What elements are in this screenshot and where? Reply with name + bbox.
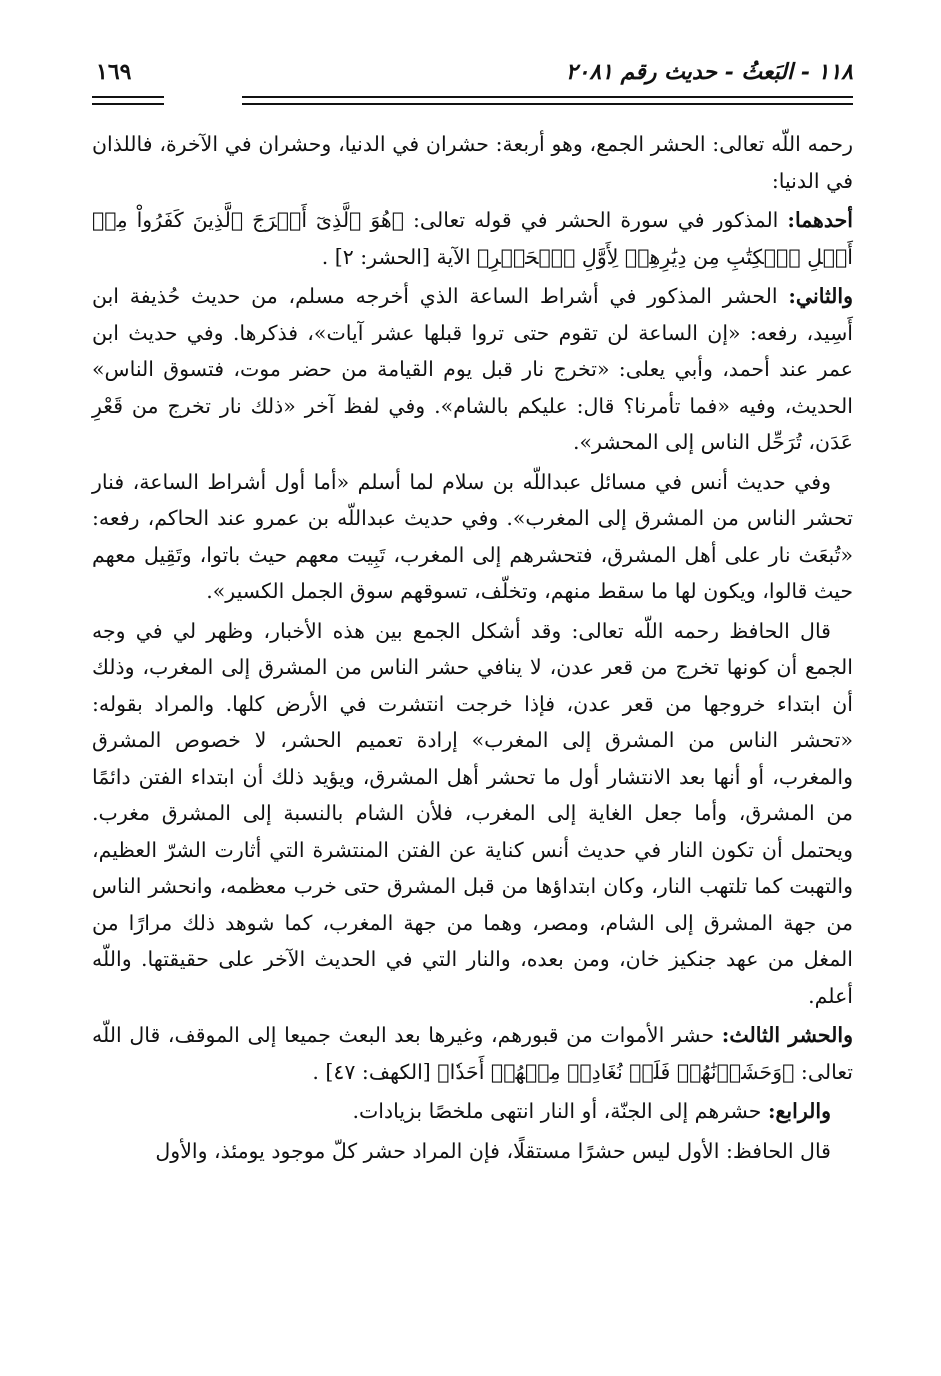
paragraph (92, 278, 853, 461)
paragraph-text: وفي حديث أنس في مسائل عبداللّه بن سلام لما أسلم «أما أول أشراط الساعة، فنار تحشر الناس من المشرق إلى المغرب». وفي حديث عبداللّه بن عمرو عند الحاكم، رفعه: «تُبعَث نار على أهل المشرق، فتحشرهم إلى المغرب، تَبِيت معهم حيث باتوا، وتَقِيل معهم حيث قالوا، ويكون لها ما سقط منهم، وتخلّف، تسوقهم سوق الجمل الكسير». (92, 469, 853, 603)
paragraph (92, 126, 853, 199)
paragraph (92, 1017, 853, 1090)
paragraph-label: أحدهما: (787, 208, 853, 232)
paragraph-text: حشر الأموات من قبورهم، وغيرها بعد البعث جميعا إلى الموقف، قال اللّه تعالى: ﴿وَحَشَرۡنَٰهُمۡ فَلَمۡ نُغَادِرۡ مِنۡهُمۡ أَحَدٗا﴾ [الكهف: ٤٧] . (92, 1023, 853, 1084)
header-rule-line (242, 103, 853, 105)
paragraph (92, 1093, 853, 1130)
paragraph-text: رحمه اللّه تعالى: الحشر الجمع، وهو أربعة: حشران في الدنيا، وحشران في الآخرة، فاللذان في الدنيا: (92, 132, 853, 193)
header-rule-line (92, 103, 164, 105)
paragraph-text: الحشر المذكور في أشراط الساعة الذي أخرجه مسلم، من حديث حُذيفة ابن أَسِيد، رفعه: «إن الساعة لن تقوم حتى تروا قبلها عشر آيات»، فذكرها. وفي حديث ابن عمر عند أحمد، وأبي يعلى: «تخرج نار قبل يوم القيامة من حضر موت، فتسوق الناس» الحديث، وفيه «فما تأمرنا؟ قال: عليكم بالشام». وفي لفظ آخر «ذلك نار تخرج من قَعْرِ عَدَن، تُرَحِّل الناس إلى المحشر». (92, 284, 853, 454)
page-number: ١٦٩ (96, 59, 132, 85)
paragraph (92, 1133, 853, 1170)
paragraph-label: والثاني: (788, 284, 853, 308)
header-rule-line (242, 96, 853, 98)
page-header (92, 52, 853, 92)
paragraph-label: والحشر الثالث: (721, 1023, 853, 1047)
header-rule (92, 96, 853, 110)
paragraph (92, 202, 853, 275)
paragraph-label: والرابع: (767, 1099, 831, 1123)
paragraph-text: قال الحافظ رحمه اللّه تعالى: وقد أشكل الجمع بين هذه الأخبار، وظهر لي في وجه الجمع أن كونها تخرج من قعر عدن، لا ينافي حشر الناس من المشرق إلى المغرب، وذلك أن ابتداء خروجها من قعر عدن، فإذا خرجت انتشرت في الأرض كلها. والمراد بقوله: «تحشر الناس من المشرق إلى المغرب» إرادة تعميم الحشر، لا خصوص المشرق والمغرب، أو أنها بعد الانتشار أول ما تحشر أهل المشرق، ويؤيد ذلك أن ابتداء الفتن دائمًا من المشرق، وأما جعل الغاية إلى المغرب، فلأن الشام بالنسبة إلى المشرق مغرب. ويحتمل أن تكون النار في حديث أنس كناية عن الفتن المنتشرة التي أثارت الشرّ العظيم، والتهبت كما تلتهب النار، وكان ابتداؤها من قبل المشرق حتى خرب معظمه، وانحشر الناس من جهة المشرق إلى الشام، ومصر، وهما من جهة المغرب، كما شوهد ذلك مرارًا من المغل من عهد جنكيز خان، ومن بعده، والنار التي في الحديث الآخر على حقيقتها. واللّه أعلم. (92, 618, 853, 1008)
chapter-title: ١١٨ - البَعثُ - حديث رقم ٢٠٨١ (565, 59, 853, 85)
body-text (92, 126, 853, 1169)
paragraph-text: المذكور في سورة الحشر في قوله تعالى: ﴿هُوَ ٱلَّذِىٓ أَخۡرَجَ ٱلَّذِينَ كَفَرُواْ مِنۡ أَهۡلِ ٱلۡكِتَٰبِ مِن دِيَٰرِهِمۡ لِأَوَّلِ ٱلۡحَشۡرِ﴾ الآية [الحشر: ٢] . (92, 208, 853, 269)
paragraph-text: حشرهم إلى الجنّة، أو النار انتهى ملخصًا بزيادات. (352, 1099, 762, 1123)
paragraph-text: قال الحافظ: الأول ليس حشرًا مستقلًا، فإن المراد حشر كلّ موجود يومئذ، والأول (155, 1138, 831, 1163)
paragraph (92, 464, 853, 610)
paragraph (92, 613, 853, 1015)
header-rule-line (92, 96, 164, 98)
